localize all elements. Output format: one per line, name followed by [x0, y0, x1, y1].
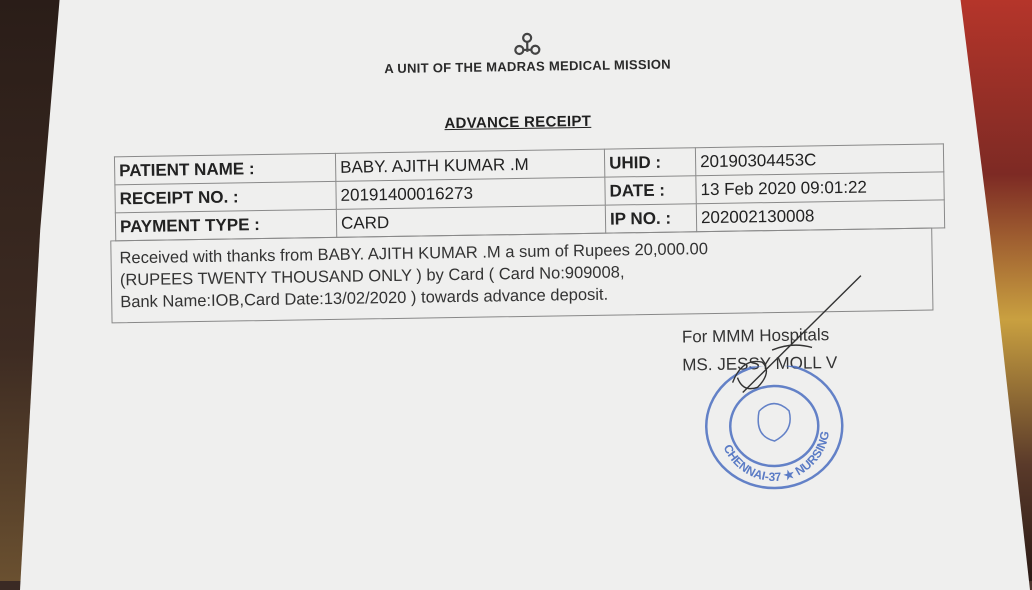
- ip-no-label: IP NO. :: [605, 204, 696, 233]
- patient-name-value: BABY. AJITH KUMAR .M: [335, 149, 604, 181]
- uhid-label: UHID :: [604, 148, 695, 177]
- received-line-1: Received with thanks from BABY. AJITH KUMAR .M a sum of Rupees 20,000.00: [119, 240, 709, 268]
- payment-type-value: CARD: [336, 205, 605, 237]
- date-value: 13 Feb 2020 09:01:22: [696, 172, 944, 204]
- date-label: DATE :: [605, 176, 696, 205]
- receipt-no-label: RECEIPT NO. :: [115, 181, 336, 212]
- receipt-no-value: 20191400016273: [336, 177, 605, 209]
- page-title: ADVANCE RECEIPT: [444, 112, 592, 133]
- patient-details-table: [114, 143, 945, 241]
- received-line-3: Bank Name:IOB,Card Date:13/02/2020 ) towards advance deposit.: [120, 285, 609, 312]
- patient-name-label: PATIENT NAME :: [114, 153, 335, 184]
- org-line: A UNIT OF THE MADRAS MEDICAL MISSION: [384, 56, 672, 77]
- signature-scribble: [701, 270, 883, 403]
- stamp-text: CHENNAI-37 ★ NURSING: [720, 429, 833, 485]
- payment-type-label: PAYMENT TYPE :: [115, 209, 336, 240]
- signatory-name: MS. JESSY MOLL V: [682, 353, 838, 375]
- ip-no-value: 202002130008: [696, 200, 944, 232]
- mission-logo-icon: [509, 30, 545, 61]
- uhid-value: 20190304453C: [695, 144, 943, 176]
- for-line: For MMM Hospitals: [681, 325, 830, 347]
- received-line-2: (RUPEES TWENTY THOUSAND ONLY ) by Card ( Card No:909008,: [119, 263, 625, 290]
